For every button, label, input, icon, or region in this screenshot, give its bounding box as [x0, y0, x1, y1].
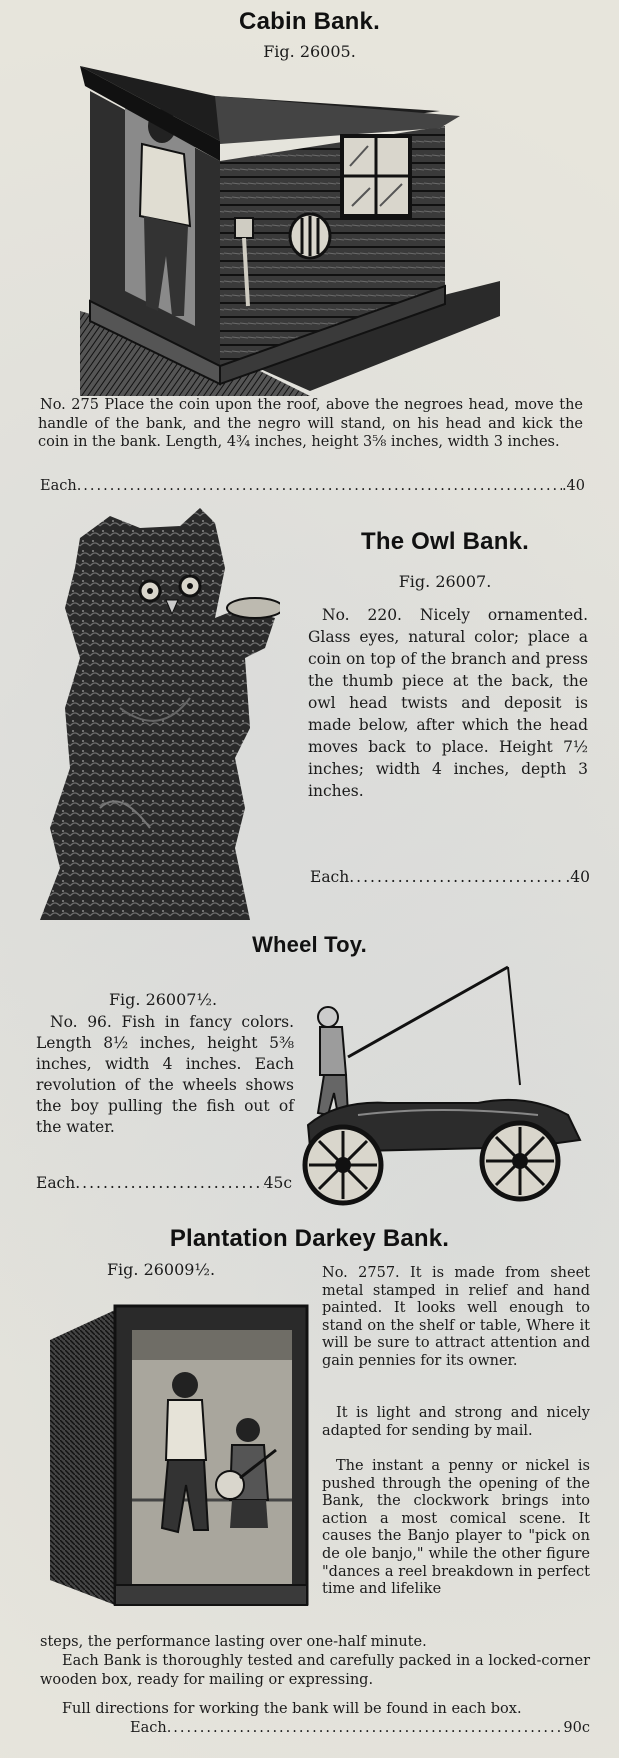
- owl-bank-fig: Fig. 26007.: [398, 572, 492, 591]
- wheel-toy-each-label: Each: [36, 1174, 76, 1192]
- wheel-toy-price-line: [36, 1174, 292, 1193]
- plantation-bank-price: 90c: [563, 1720, 590, 1736]
- cabin-bank-price: .40: [561, 478, 585, 494]
- cabin-bank-each-label: Each: [40, 478, 77, 494]
- plantation-bank-title: Plantation Darkey Bank.: [169, 1225, 450, 1252]
- wheel-toy-illustration: [298, 965, 588, 1215]
- owl-bank-each-label: Each: [310, 868, 350, 886]
- plantation-bank-illustration: [50, 1300, 312, 1610]
- owl-bank-price: .40: [565, 868, 590, 886]
- wheel-left: [305, 1127, 381, 1203]
- plantation-bank-desc-1: No. 2757. It is made from sheet metal stamped in relief and hand painted. It looks well enough to stand on the shelf or table, Where it will be sure to attract attention and gain pennies for its owner.: [322, 1265, 590, 1369]
- wheel-toy-leader-dots: [75, 1174, 263, 1193]
- cabin-bank-description: No. 275 Place the coin upon the roof, above the negroes head, move the handle of the bank, and the negro will stand, on his head and kick the coin in the bank. Length, 4¾ inches, height 3⅝ inches, width 3 inches.: [38, 397, 583, 450]
- plantation-bank-price-line: [130, 1719, 590, 1738]
- plantation-bank-leader-dots: [167, 1719, 564, 1738]
- cabin-bank-fig: Fig. 26005.: [263, 42, 356, 61]
- owl-bank-price-line: [310, 868, 590, 887]
- cabin-bank-illustration: [80, 66, 500, 396]
- plantation-bank-fig: Fig. 26009½.: [106, 1260, 216, 1279]
- cabin-bank-title: Cabin Bank.: [239, 8, 380, 35]
- owl-bank-description: No. 220. Nicely ornamented. Glass eyes, natural color; place a coin on top of the branch and press the thumb piece at the back, the owl head twists and deposit is made below, after which the head moves back to place. Height 7½ inches; width 4 inches, depth 3 inches.: [308, 606, 588, 800]
- wheel-toy-price: 45c: [263, 1174, 292, 1192]
- plantation-bank-desc-5: Full directions for working the bank will be found in each box.: [62, 1701, 522, 1717]
- plantation-bank-desc-4: Each Bank is thoroughly tested and carefully packed in a locked-corner wooden box, ready for mailing or expressing.: [40, 1653, 590, 1688]
- wheel-toy-fig: Fig. 26007½.: [108, 990, 218, 1009]
- cabin-bank-leader-dots: [77, 477, 562, 496]
- wheel-toy-title: Wheel Toy.: [252, 932, 367, 957]
- owl-bank-leader-dots: [349, 868, 565, 887]
- owl-bank-illustration: [40, 508, 280, 920]
- plantation-bank-each-label: Each: [130, 1720, 167, 1736]
- plantation-bank-desc-2: It is light and strong and nicely adapted for sending by mail.: [322, 1405, 590, 1439]
- owl-bank-title: The Owl Bank.: [361, 528, 529, 555]
- plantation-bank-desc-3b: steps, the performance lasting over one-half minute.: [40, 1634, 427, 1650]
- plantation-bank-desc-3: The instant a penny or nickel is pushed through the opening of the Bank, the clockwork brings into action a most comical scene. It causes the Banjo player to "pick on de ole banjo," while the other figure "dances a reel breakdown in perfect time and lifelike: [322, 1458, 590, 1598]
- wheel-toy-description: No. 96. Fish in fancy colors. Length 8½ inches, height 5⅜ inches, width 4 inches. Each revolution of the wheels shows the boy pulling the fish out of the water.: [36, 1013, 294, 1136]
- cabin-bank-price-line: [40, 477, 585, 496]
- wheel-right: [482, 1123, 558, 1199]
